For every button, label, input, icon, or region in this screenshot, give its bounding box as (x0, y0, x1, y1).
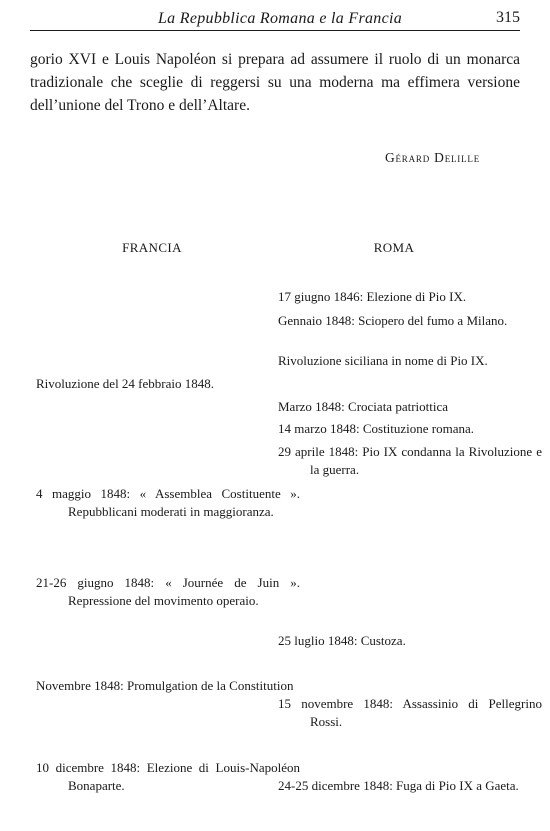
timeline-entry-francia: 10 dicembre 1848: Elezione di Louis-Napoléon Bonaparte. (36, 760, 300, 793)
timeline-entry-francia: Novembre 1848: Promulgation de la Constitution (36, 678, 294, 693)
timeline-entry-roma: 25 luglio 1848: Custoza. (278, 633, 406, 648)
timeline-entry-francia: 21-26 giugno 1848: « Journée de Juin ». Repressione del movimento operaio. (36, 575, 300, 608)
timeline-entry-francia: 4 maggio 1848: « Assemblea Costituente ». Repubblicani moderati in maggioranza. (36, 486, 300, 519)
running-title: La Repubblica Romana e la Francia (157, 10, 403, 27)
timeline-entry-roma: 24-25 dicembre 1848: Fuga di Pio IX a Gaeta. (278, 778, 519, 793)
intro-paragraph (30, 48, 520, 117)
intro-text: gorio XVI e Louis Napoléon si prepara ad assumere il ruolo di un monarca tradizionale che sceglie di reggersi su una moderna ma effimera versione dell’unione del Trono e dell’Altare. (30, 51, 520, 114)
timeline-entry-roma: 14 marzo 1848: Costituzione romana. (278, 421, 475, 436)
header-rule (30, 30, 520, 31)
page-number: 315 (496, 9, 520, 26)
timeline-entry-roma: 15 novembre 1848: Assassinio di Pellegrino Rossi. (278, 696, 542, 729)
timeline-entry-roma: Gennaio 1848: Sciopero del fumo a Milano. (278, 313, 508, 328)
timeline-entry-francia: Rivoluzione del 24 febbraio 1848. (36, 376, 214, 391)
timeline-entry-roma: 29 aprile 1848: Pio IX condanna la Rivoluzione e la guerra. (278, 444, 542, 477)
column-heading-francia: FRANCIA (122, 240, 182, 255)
author-signature: Gérard Delille (384, 150, 480, 165)
timeline-entry-roma: Marzo 1848: Crociata patriottica (278, 399, 449, 414)
timeline-entry-roma: 17 giugno 1846: Elezione di Pio IX. (278, 289, 467, 304)
column-heading-roma: ROMA (373, 240, 415, 255)
timeline-entry-roma: Rivoluzione siciliana in nome di Pio IX. (278, 353, 488, 368)
